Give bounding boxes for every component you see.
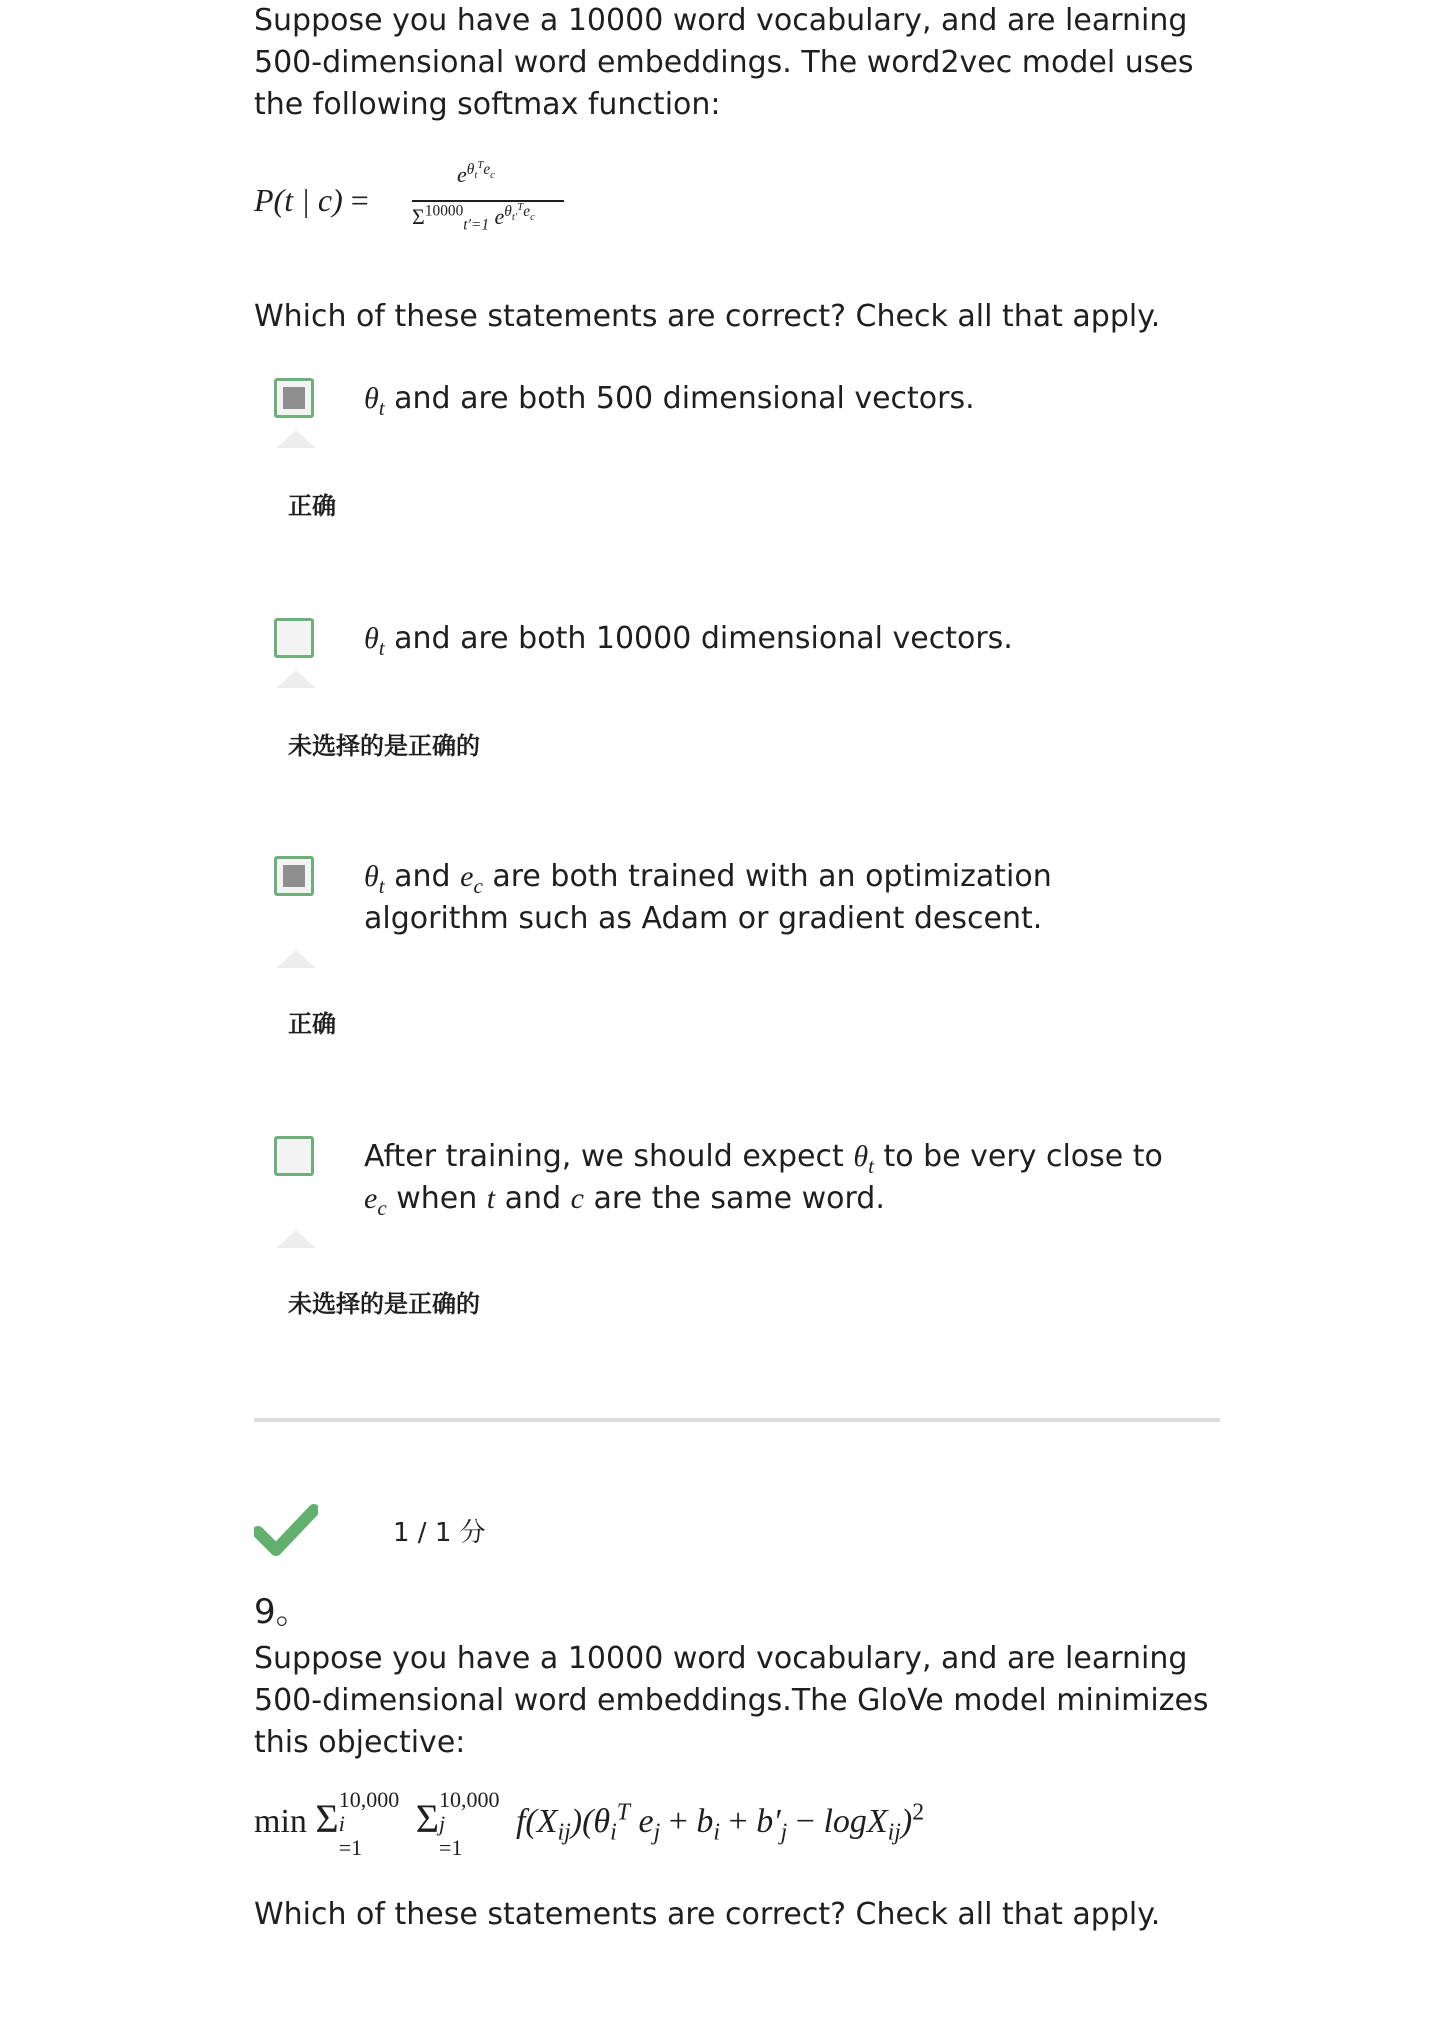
feedback-label: 正确: [288, 492, 336, 520]
question-number: 9。: [254, 1592, 310, 1632]
correct-check-icon: [254, 1502, 318, 1556]
feedback-label: 未选择的是正确的: [288, 732, 480, 760]
question-9-intro: Suppose you have a 10000 word vocabulary, and are learning 500-dimensional word embeddings.The GloVe model minimizes this objective:: [254, 1641, 1209, 1760]
question-8-intro: Suppose you have a 10000 word vocabulary, and are learning 500-dimensional word embeddings. The word2vec model uses the following softmax function:: [254, 3, 1194, 122]
option-2-text: $\theta_t$ and are both 10000 dimensional vectors.: [364, 621, 1013, 660]
feedback-arrow-icon: [276, 430, 316, 448]
option-4-text: After training, we should expect $\theta_t$ to be very close to $e_c$ when t and c are the same word.: [364, 1139, 1163, 1220]
question-divider: [254, 1418, 1220, 1422]
glove-objective-formula: min Σ 10,000 i =1 Σ 10,000 j =1 $f(X_{ij})(\theta_i^T$ $e_j + b_i + b'_j - \log X_{ij})^2$: [254, 1787, 925, 1860]
softmax-formula: P(t | c) = $e^{\theta_t^Te_c}$ $\Sigma^{10000}_{t'=1}$ $e^{\theta_{t'}^Te_c}$: [254, 160, 854, 260]
feedback-arrow-icon: [276, 670, 316, 688]
question-8-prompt: Which of these statements are correct? Check all that apply.: [254, 299, 1161, 334]
score-label: 1 / 1 分: [393, 1518, 486, 1548]
feedback-arrow-icon: [276, 950, 316, 968]
option-1-text: $\theta_t$ and are both 500 dimensional vectors.: [364, 381, 975, 420]
checkbox-checked[interactable]: [274, 856, 314, 896]
feedback-arrow-icon: [276, 1230, 316, 1248]
checkbox-unchecked[interactable]: [274, 1136, 314, 1176]
checkbox-unchecked[interactable]: [274, 618, 314, 658]
question-9-prompt: Which of these statements are correct? Check all that apply.: [254, 1897, 1161, 1932]
option-3-text: $\theta_t$ and $e_c$ are both trained with an optimization algorithm such as Adam or gradient descent.: [364, 859, 1052, 936]
checkbox-checked[interactable]: [274, 378, 314, 418]
feedback-label: 正确: [288, 1010, 336, 1038]
feedback-label: 未选择的是正确的: [288, 1290, 480, 1318]
